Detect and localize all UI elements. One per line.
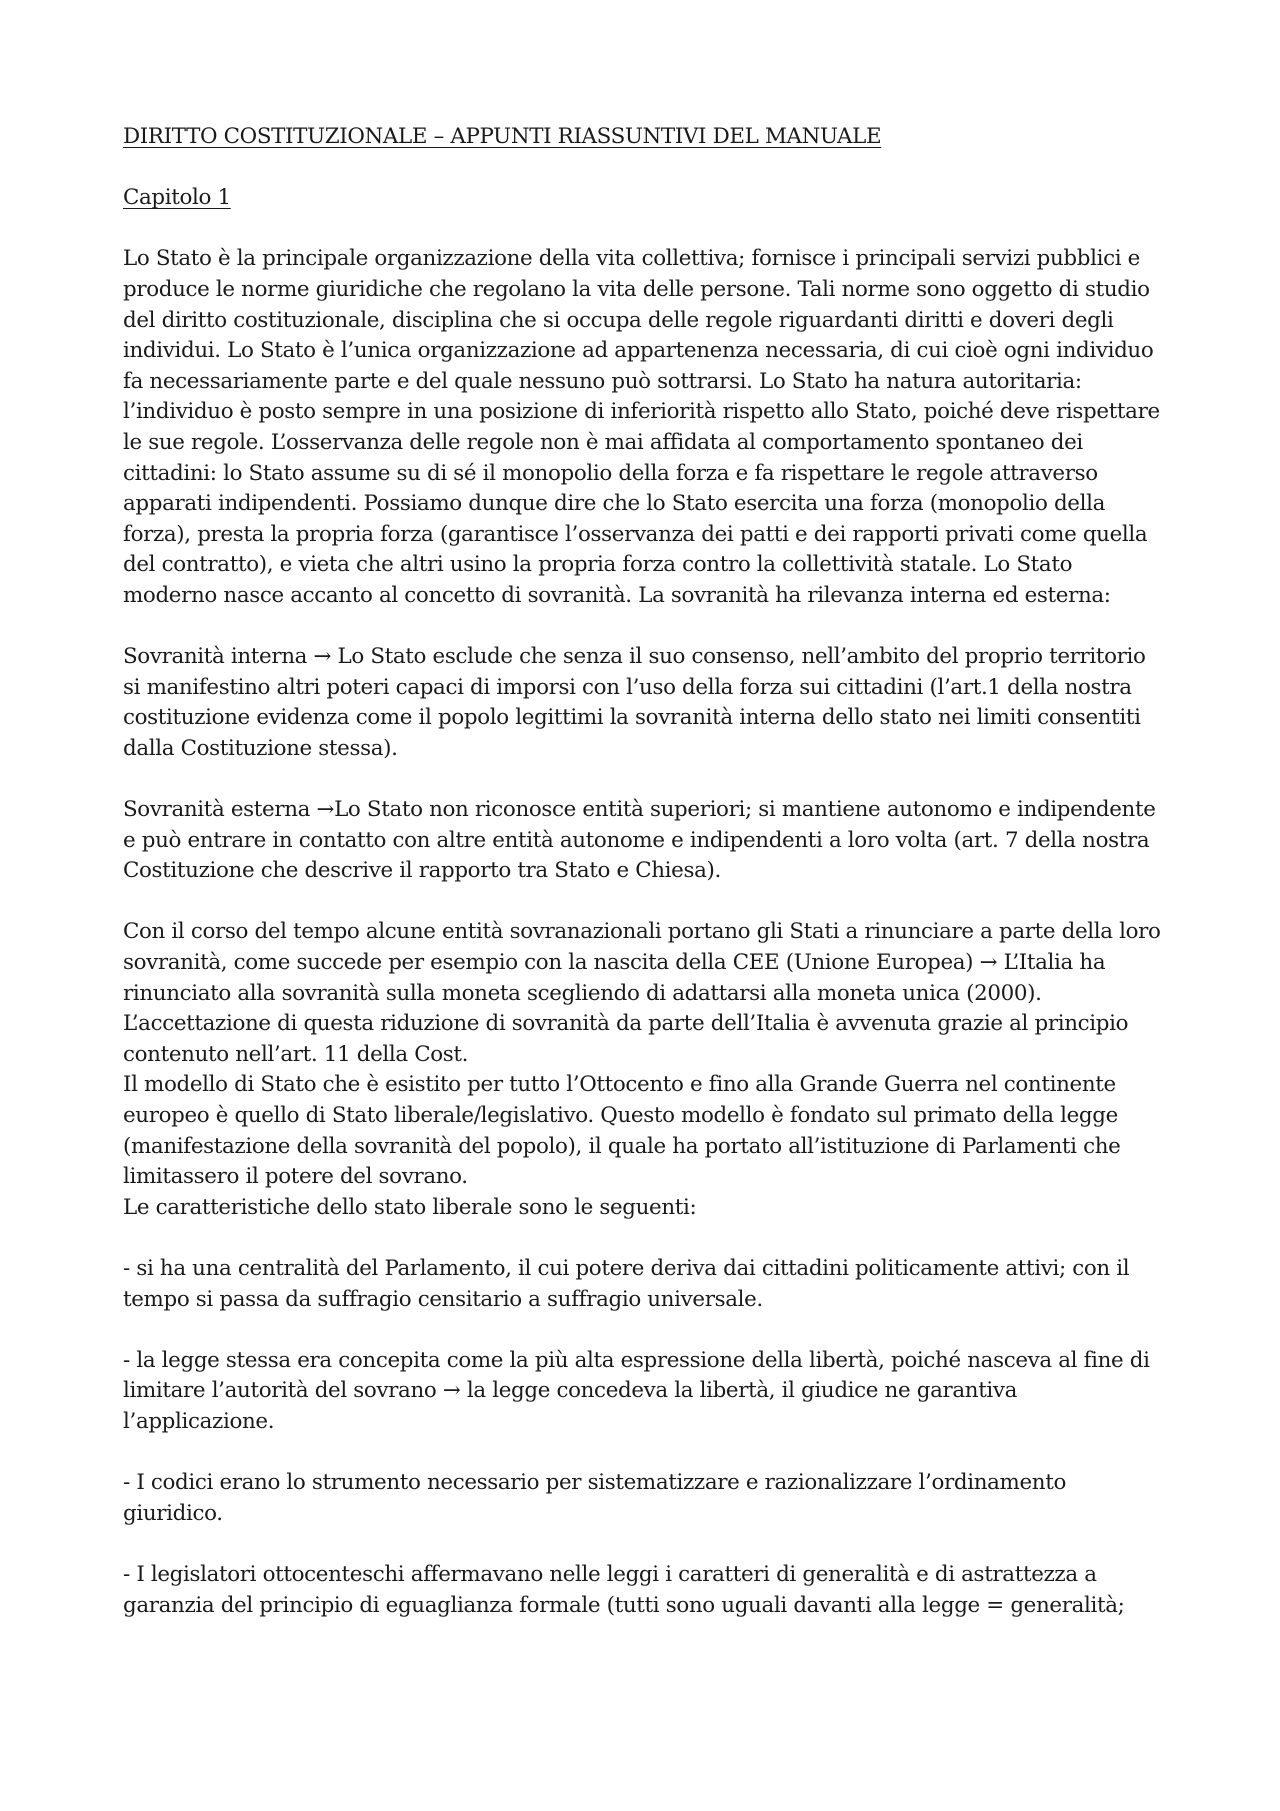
document-title: DIRITTO COSTITUZIONALE – APPUNTI RIASSUNTIVI DEL MANUALE <box>123 124 882 149</box>
paragraph-sovranita-interna: Sovranità interna → Lo Stato esclude che senza il suo consenso, nell’ambito del proprio territorio si manifestino altri poteri capaci di imporsi con l’uso della forza sui cittadini (l’art.1 della nostra costituzione evidenza come il popolo legittimi la sovranità interna dello stato nei limiti consentiti dalla Costituzione stessa). <box>123 644 1146 761</box>
list-item-legge: - la legge stessa era concepita come la più alta espressione della libertà, poiché nasceva al fine di limitare l’autorità del sovrano → la legge concedeva la libertà, il giudice ne garantiva l’applicazione. <box>123 1347 1150 1434</box>
paragraph-sovranita-esterna: Sovranità esterna →Lo Stato non riconosce entità superiori; si mantiene autonomo e indipendente e può entrare in contatto con altre entità autonome e indipendenti a loro volta (art. 7 della nostra Costituzione che descrive il rapporto tra Stato e Chiesa). <box>123 797 1156 884</box>
chapter-heading: Capitolo 1 <box>123 185 231 211</box>
list-item-legislatori: - I legislatori ottocenteschi affermavano nelle leggi i caratteri di generalità e di astrattezza a garanzia del principio di eguaglianza formale (tutti sono uguali davanti alla legge = generalità; <box>123 1561 1125 1618</box>
list-item-codici: - I codici erano lo strumento necessario per sistematizzare e razionalizzare l’ordinamento giuridico. <box>123 1470 1066 1526</box>
paragraph-intro: Lo Stato è la principale organizzazione della vita collettiva; fornisce i principali servizi pubblici e produce le norme giuridiche che regolano la vita delle persone. Tali norme sono oggetto di studio del diritto costituzionale, disciplina che si occupa delle regole riguardanti diritti e doveri degli individui. Lo Stato è l’unica organizzazione ad appartenenza necessaria, di cui cioè ogni individuo fa necessariamente parte e del quale nessuno può sottrarsi. Lo Stato ha natura autoritaria: l’individuo è posto sempre in una posizione di inferiorità rispetto allo Stato, poiché deve rispettare le sue regole. L’osservanza delle regole non è mai affidata al comportamento spontaneo dei cittadini: lo Stato assume su di sé il monopolio della forza e fa rispettare le regole attraverso apparati indipendenti. Possiamo dunque dire che lo Stato esercita una forza (monopolio della forza), presta la propria forza (garantisce l’osservanza dei patti e dei rapporti privati come quella del contratto), e vieta che altri usino la propria forza contro la collettività statale. Lo Stato moderno nasce accanto al concetto di sovranità. La sovranità ha rilevanza interna ed esterna: <box>123 246 1160 608</box>
paragraph-sovranazionali: Con il corso del tempo alcune entità sovranazionali portano gli Stati a rinunciare a parte della loro sovranità, come succede per esempio con la nascita della CEE (Unione Europea) → L’Italia ha rinunciato alla sovranità sulla moneta scegliendo di adattarsi alla moneta unica (2000). L’accettazione di questa riduzione di sovranità da parte dell’Italia è avvenuta grazie al principio contenuto nell’art. 11 della Cost. <box>123 919 1161 1067</box>
paragraph-caratteristiche-intro: Le caratteristiche dello stato liberale sono le seguenti: <box>123 1194 697 1220</box>
paragraph-stato-liberale: Il modello di Stato che è esistito per tutto l’Ottocento e fino alla Grande Guerra nel continente europeo è quello di Stato liberale/legislativo. Questo modello è fondato sul primato della legge (manifestazione della sovranità del popolo), il quale ha portato all’istituzione di Parlamenti che limitassero il potere del sovrano. <box>123 1072 1121 1190</box>
list-item-parlamento: - si ha una centralità del Parlamento, il cui potere deriva dai cittadini politicamente attivi; con il tempo si passa da suffragio censitario a suffragio universale. <box>123 1255 1130 1312</box>
